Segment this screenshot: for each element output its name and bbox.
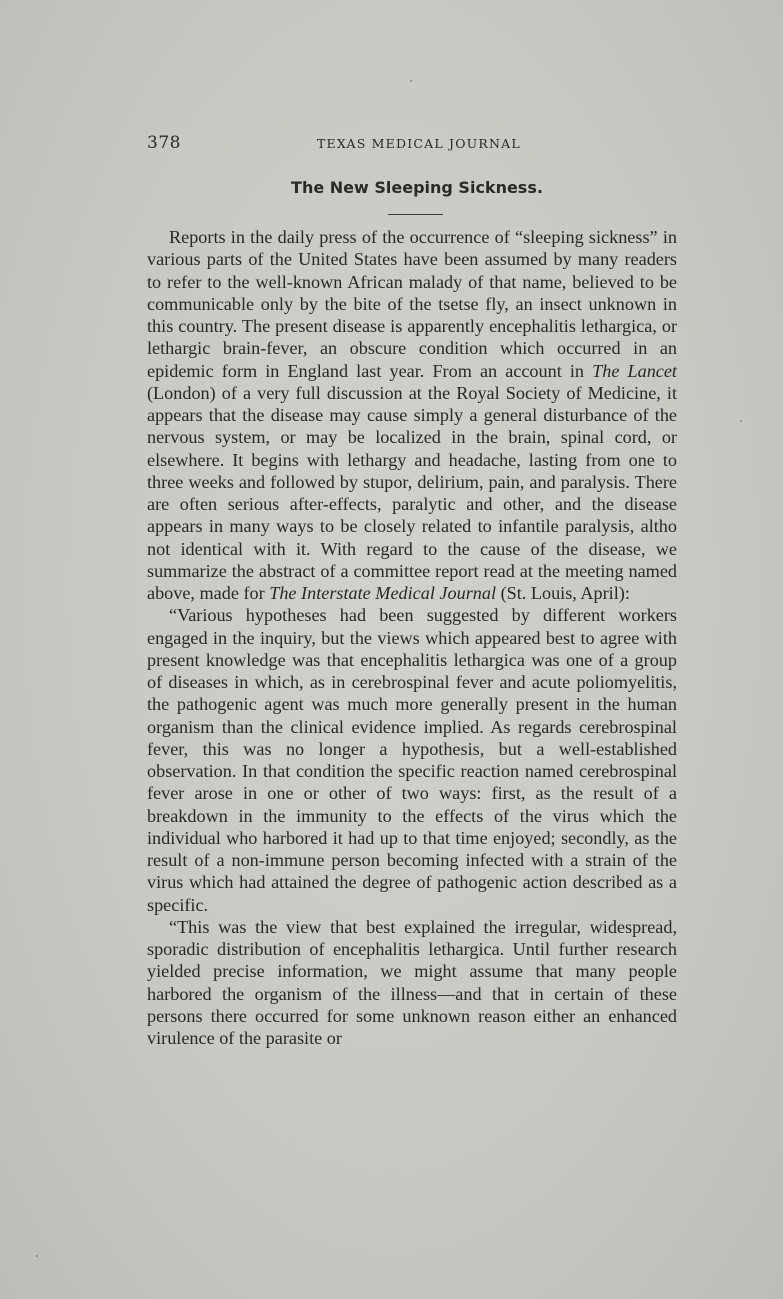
- running-head: TEXAS MEDICAL JOURNAL: [317, 136, 521, 151]
- title-divider: [388, 214, 443, 215]
- page-number: 378: [147, 133, 181, 153]
- article-title: The New Sleeping Sickness.: [291, 178, 543, 197]
- paragraph-text: (London) of a very full discussion at the Royal Society of Medicine, it appears that the disease may cause simply a general disturbance of the nervous system, or may be localized in the brain, spinal cord, or elsewhere. It begins with lethargy and headache, lasting from one to three weeks and followed by stupor, delirium, pain, and paralysis. There are often serious after-effects, paralytic and other, and the disease appears in many ways to be closely related to infantile paralysis, altho not identical with it. With regard to the cause of the disease, we summarize the abstract of a committee report read at the meeting named above, made for: [147, 382, 677, 603]
- publication-title: The Lancet: [592, 360, 677, 381]
- page-header: [147, 133, 667, 159]
- paragraph-text: Reports in the daily press of the occurrence of “sleeping sickness” in various parts of the United States have been assumed by many readers to refer to the well-known African malady of that name, believed to be communicable only by the bite of the tsetse fly, an insect unknown in this country. The present disease is apparently encephalitis lethargica, or lethargic brain-fever, an obscure condition which occurred in an epidemic form in England last year. From an account in: [147, 227, 677, 381]
- article-body: [147, 226, 677, 1049]
- paragraph-text: (St. Louis, April):: [496, 583, 630, 603]
- paper-speck: [410, 80, 412, 82]
- paragraph: [147, 226, 677, 604]
- paragraph: “Various hypotheses had been suggested by different workers engaged in the inquiry, but the views which appeared best to agree with present knowledge was that encephalitis lethargica was one of a group of diseases in which, as in cerebrospinal fever and acute poliomyelitis, the pathogenic agent was much more generally present in the human organism than the clinical evidence implied. As regards cerebrospinal fever, this was no longer a hypothesis, but a well-established observation. In that condition the specific reaction named cerebrospinal fever arose in one or other of two ways: first, as the result of a breakdown in the immunity to the effects of the virus which the individual who harbored it had up to that time enjoyed; secondly, as the result of a non-immune person becoming infected with a strain of the virus which had attained the degree of pathogenic action described as a specific.: [147, 605, 677, 915]
- paragraph: “This was the view that best explained the irregular, widespread, sporadic distribution of encephalitis lethargica. Until further research yielded precise information, we might assume that many people harbored the organism of the illness—and that in certain of these persons there occurred for some unknown reason either an enhanced virulence of the parasite or: [147, 916, 677, 1048]
- paper-speck: [740, 420, 742, 422]
- paper-speck: [36, 1255, 38, 1257]
- publication-title: The Interstate Medical Journal: [269, 583, 497, 603]
